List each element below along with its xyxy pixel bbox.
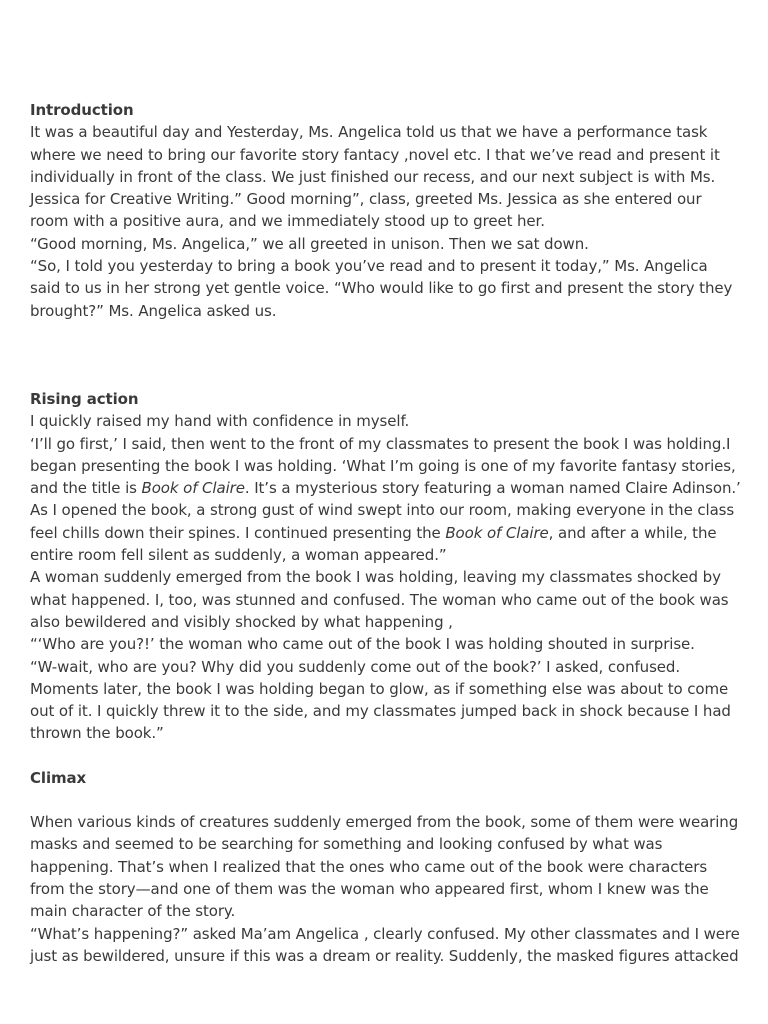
rising-action-paragraph-5: “‘Who are you?!’ the woman who came out of the book I was holding shouted in surprise. (30, 635, 695, 654)
introduction-paragraph-2: “Good morning, Ms. Angelica,” we all greeted in unison. Then we sat down. (30, 234, 589, 253)
rising-p3-text-b: , and after a while, the entire room fell silent as suddenly, a woman appeared.” (30, 523, 717, 565)
rising-action-paragraph-6: “W-wait, who are you? Why did you suddenly come out of the book?’ I asked, confused. (30, 657, 681, 676)
climax-heading: Climax (30, 768, 87, 787)
rising-action-paragraph-1: I quickly raised my hand with confidence in myself. (30, 412, 410, 431)
section-spacer (30, 745, 742, 767)
climax-paragraph-2: “What’s happening?” asked Ma’am Angelica , clearly confused. My other classmates and I were just as bewildered, unsure if this was a dream or reality. Suddenly, the masked figures attacked (30, 924, 740, 965)
introduction-heading: Introduction (30, 101, 134, 119)
rising-action-paragraph-7: Moments later, the book I was holding began to glow, as if something else was about to come out of it. I quickly threw it to the side, and my classmates jumped back in shock because I had thrown the book.” (30, 679, 731, 743)
rising-p2-text-b: . It’s a mysterious story featuring a woman named Claire Adinson.’ (244, 479, 741, 498)
rising-action-paragraph-4: A woman suddenly emerged from the book I was holding, leaving my classmates shocked by what happened. I, too, was stunned and confused. The woman who came out of the book was also bewildered and visibly shocked by what happening , (30, 568, 729, 631)
introduction-paragraph-1: It was a beautiful day and Yesterday, Ms. Angelica told us that we have a performance task where we need to bring our favorite story fantacy ,novel etc. I that we’ve read and present it individually in front of the class. We just finished our recess, and our next subject is with Ms. Jessica for Creative Writing.” Good morning”, class, greeted Ms. Jessica as she entered our room with a positive aura, and we immediately stood up to greet her. (30, 123, 720, 231)
rising-p2-text-a: ‘I’ll go first,’ I said, then went to the front of my classmates to present the book I was holding.I began presenting the book I was holding. ‘What I’m going is one of my favorite fantasy stories, and the title is (30, 434, 736, 498)
rising-action-paragraph-3 (30, 499, 742, 566)
section-spacer (30, 789, 742, 811)
document-body (30, 99, 742, 967)
book-title: Book of Claire (445, 523, 549, 542)
rising-p3-text-a: As I opened the book, a strong gust of wind swept into our room, making everyone in the class feel chills down their spines. I continued presenting the (30, 501, 735, 542)
rising-action-paragraph-2 (30, 433, 742, 500)
book-title: Book of Claire (141, 479, 245, 498)
climax-paragraph-1: When various kinds of creatures suddenly emerged from the book, some of them were wearing masks and seemed to be searching for something and looking confused by what was happening. That’s when I realized that the ones who came out of the book were characters from the story—and one of them was the woman who appeared first, whom I knew was the main character of the story. (30, 813, 739, 921)
rising-action-heading: Rising action (30, 389, 139, 408)
introduction-paragraph-3: “So, I told you yesterday to bring a book you’ve read and to present it today,” Ms. Angelica said to us in her strong yet gentle voice. “Who would like to go first and present the story they brought?” Ms. Angelica asked us. (30, 257, 733, 320)
section-spacer (30, 322, 742, 388)
